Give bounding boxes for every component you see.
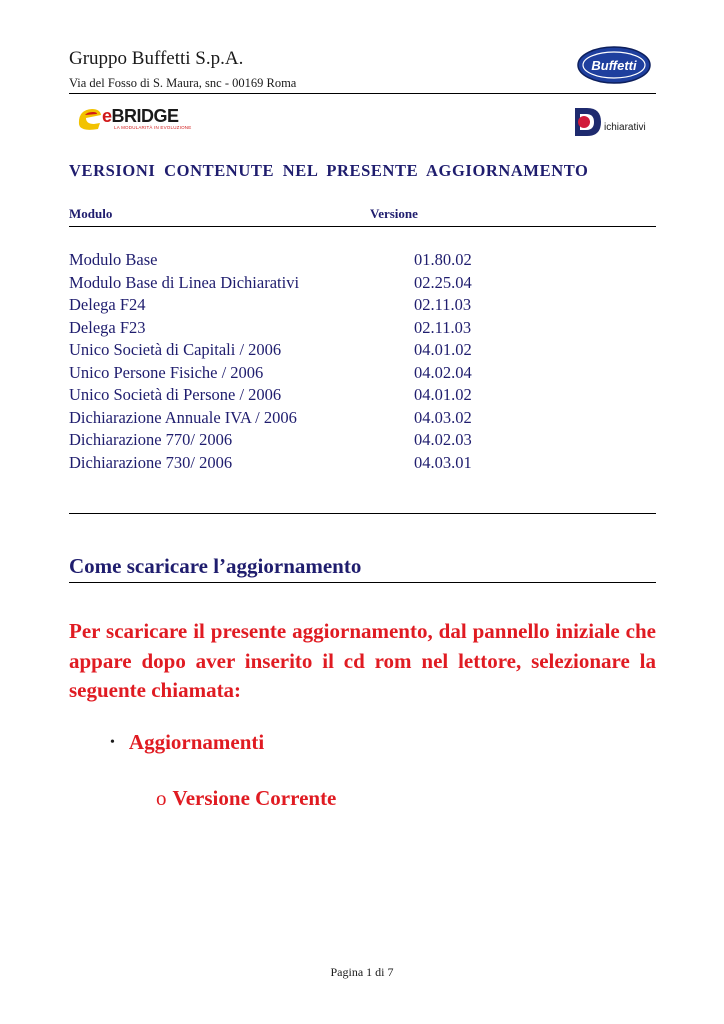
module-name: Unico Persone Fisiche / 2006 xyxy=(69,362,264,382)
module-name: Delega F23 xyxy=(69,317,146,337)
section-divider xyxy=(69,582,656,583)
table-row xyxy=(69,363,509,386)
table-row xyxy=(69,385,509,408)
ebridge-logo-e: e xyxy=(102,106,112,126)
table-row xyxy=(69,250,509,273)
company-address: Via del Fosso di S. Maura, snc - 00169 Roma xyxy=(69,76,297,90)
document-title: VERSIONI CONTENUTE NEL PRESENTE AGGIORNAMENTO xyxy=(69,161,589,180)
table-bottom-divider xyxy=(69,513,656,514)
module-name: Modulo Base di Linea Dichiarativi xyxy=(69,272,300,292)
module-version: 04.02.04 xyxy=(414,362,472,382)
column-header-versione: Versione xyxy=(370,206,418,221)
module-version: 04.03.02 xyxy=(414,407,472,427)
buffetti-logo-text: Buffetti xyxy=(591,58,637,73)
company-name: Gruppo Buffetti S.p.A. xyxy=(69,48,244,69)
instruction-paragraph: Per scaricare il presente aggiornamento, dal pannello iniziale che appare dopo aver inserito il cd rom nel lettore, selezionare la seguente chiamata: xyxy=(69,619,656,702)
module-name: Dichiarazione 730/ 2006 xyxy=(69,452,233,472)
dichiarativi-logo-letter: D xyxy=(571,104,572,105)
module-name: Unico Società di Persone / 2006 xyxy=(69,385,282,404)
table-row xyxy=(69,273,509,296)
module-version: 04.01.02 xyxy=(414,385,472,404)
module-version: 02.25.04 xyxy=(414,272,472,292)
bullet-circle-icon: o xyxy=(156,786,167,810)
module-version-list xyxy=(69,250,509,475)
bullet-item-versione-corrente xyxy=(156,786,336,811)
module-name: Dichiarazione 770/ 2006 xyxy=(69,430,233,449)
dichiarativi-logo xyxy=(571,104,661,138)
bullet-label: Aggiornamenti xyxy=(128,730,265,754)
dichiarativi-logo-text: ichiarativi xyxy=(604,122,646,133)
table-row xyxy=(69,295,509,318)
ebridge-logo xyxy=(76,104,194,134)
table-row xyxy=(69,408,509,431)
ebridge-logo-word: BRIDGE xyxy=(111,106,179,126)
module-name: Unico Società di Capitali / 2006 xyxy=(69,340,282,359)
module-version: 01.80.02 xyxy=(414,250,472,269)
module-version: 04.01.02 xyxy=(414,340,472,359)
ebridge-tagline: LA MODULARITÀ IN EVOLUZIONE xyxy=(114,125,192,130)
module-version: 02.11.03 xyxy=(414,317,472,337)
column-header-modulo: Modulo xyxy=(69,206,113,221)
page-footer: Pagina 1 di 7 xyxy=(330,965,394,979)
module-version: 04.03.01 xyxy=(414,452,472,472)
table-row xyxy=(69,318,509,341)
module-name: Modulo Base xyxy=(69,250,158,269)
section-heading: Come scaricare l’aggiornamento xyxy=(69,554,362,578)
buffetti-logo xyxy=(577,46,651,84)
bullet-dot-icon: • xyxy=(110,735,115,750)
table-row xyxy=(69,430,509,453)
module-name: Delega F24 xyxy=(69,295,146,314)
bullet-item-aggiornamenti xyxy=(110,730,264,755)
module-version: 04.02.03 xyxy=(414,430,472,449)
table-row xyxy=(69,340,509,363)
table-header-divider xyxy=(69,226,656,227)
module-version: 02.11.03 xyxy=(414,295,472,314)
header-divider xyxy=(69,93,656,94)
module-name: Dichiarazione Annuale IVA / 2006 xyxy=(69,407,297,427)
table-row xyxy=(69,453,509,476)
bullet-label: Versione Corrente xyxy=(172,786,337,810)
